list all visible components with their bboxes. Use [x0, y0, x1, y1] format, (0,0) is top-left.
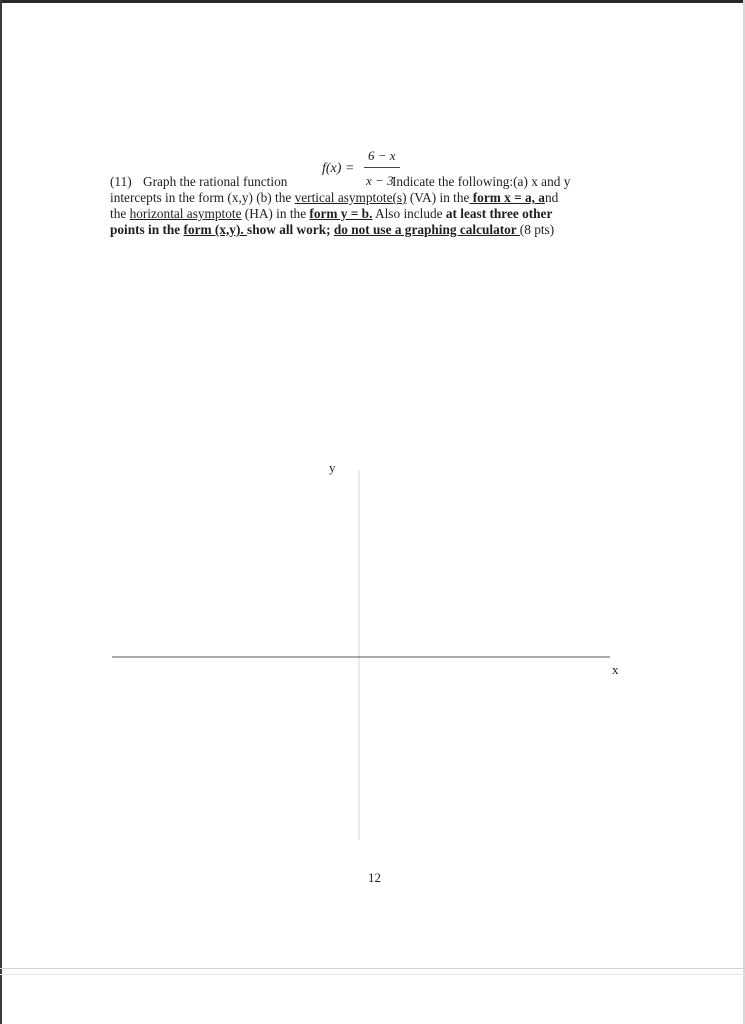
- ha-text: (HA) in the: [241, 206, 310, 221]
- function-numerator: 6 − x: [368, 148, 396, 163]
- function-name: f(x) =: [322, 161, 355, 176]
- form-xy: form (x,y).: [183, 222, 248, 237]
- function-denominator: x − 3: [366, 173, 394, 188]
- at-least-three-text: at least three other: [445, 206, 553, 221]
- horizontal-asymptote-term: horizontal asymptote: [129, 206, 242, 221]
- no-calculator-text: do not use a graphing calculator: [333, 222, 520, 237]
- and-suffix: nd: [544, 190, 559, 205]
- vertical-asymptote-term: vertical asymptote(s): [294, 190, 407, 205]
- show-all-work: show all work;: [247, 222, 334, 237]
- form-x-equals-a: form x = a, a: [469, 190, 545, 205]
- instruction-intro: Indicate the following:(a) x and y: [392, 174, 571, 189]
- problem-lead: Graph the rational function: [143, 174, 288, 189]
- x-axis-label: x: [612, 662, 619, 677]
- points-value: (8 pts): [519, 222, 555, 237]
- va-text: (VA) in the: [406, 190, 470, 205]
- intercepts-text: intercepts in the form (x,y) (b) the: [110, 190, 295, 205]
- also-include-text: Also include: [372, 206, 446, 221]
- points-in-text: points in the: [110, 222, 184, 237]
- y-axis-label: y: [329, 460, 336, 475]
- the-text: the: [110, 206, 130, 221]
- problem-number: (11): [110, 174, 132, 189]
- page-number: 12: [368, 870, 381, 885]
- form-y-equals-b: form y = b.: [309, 206, 373, 221]
